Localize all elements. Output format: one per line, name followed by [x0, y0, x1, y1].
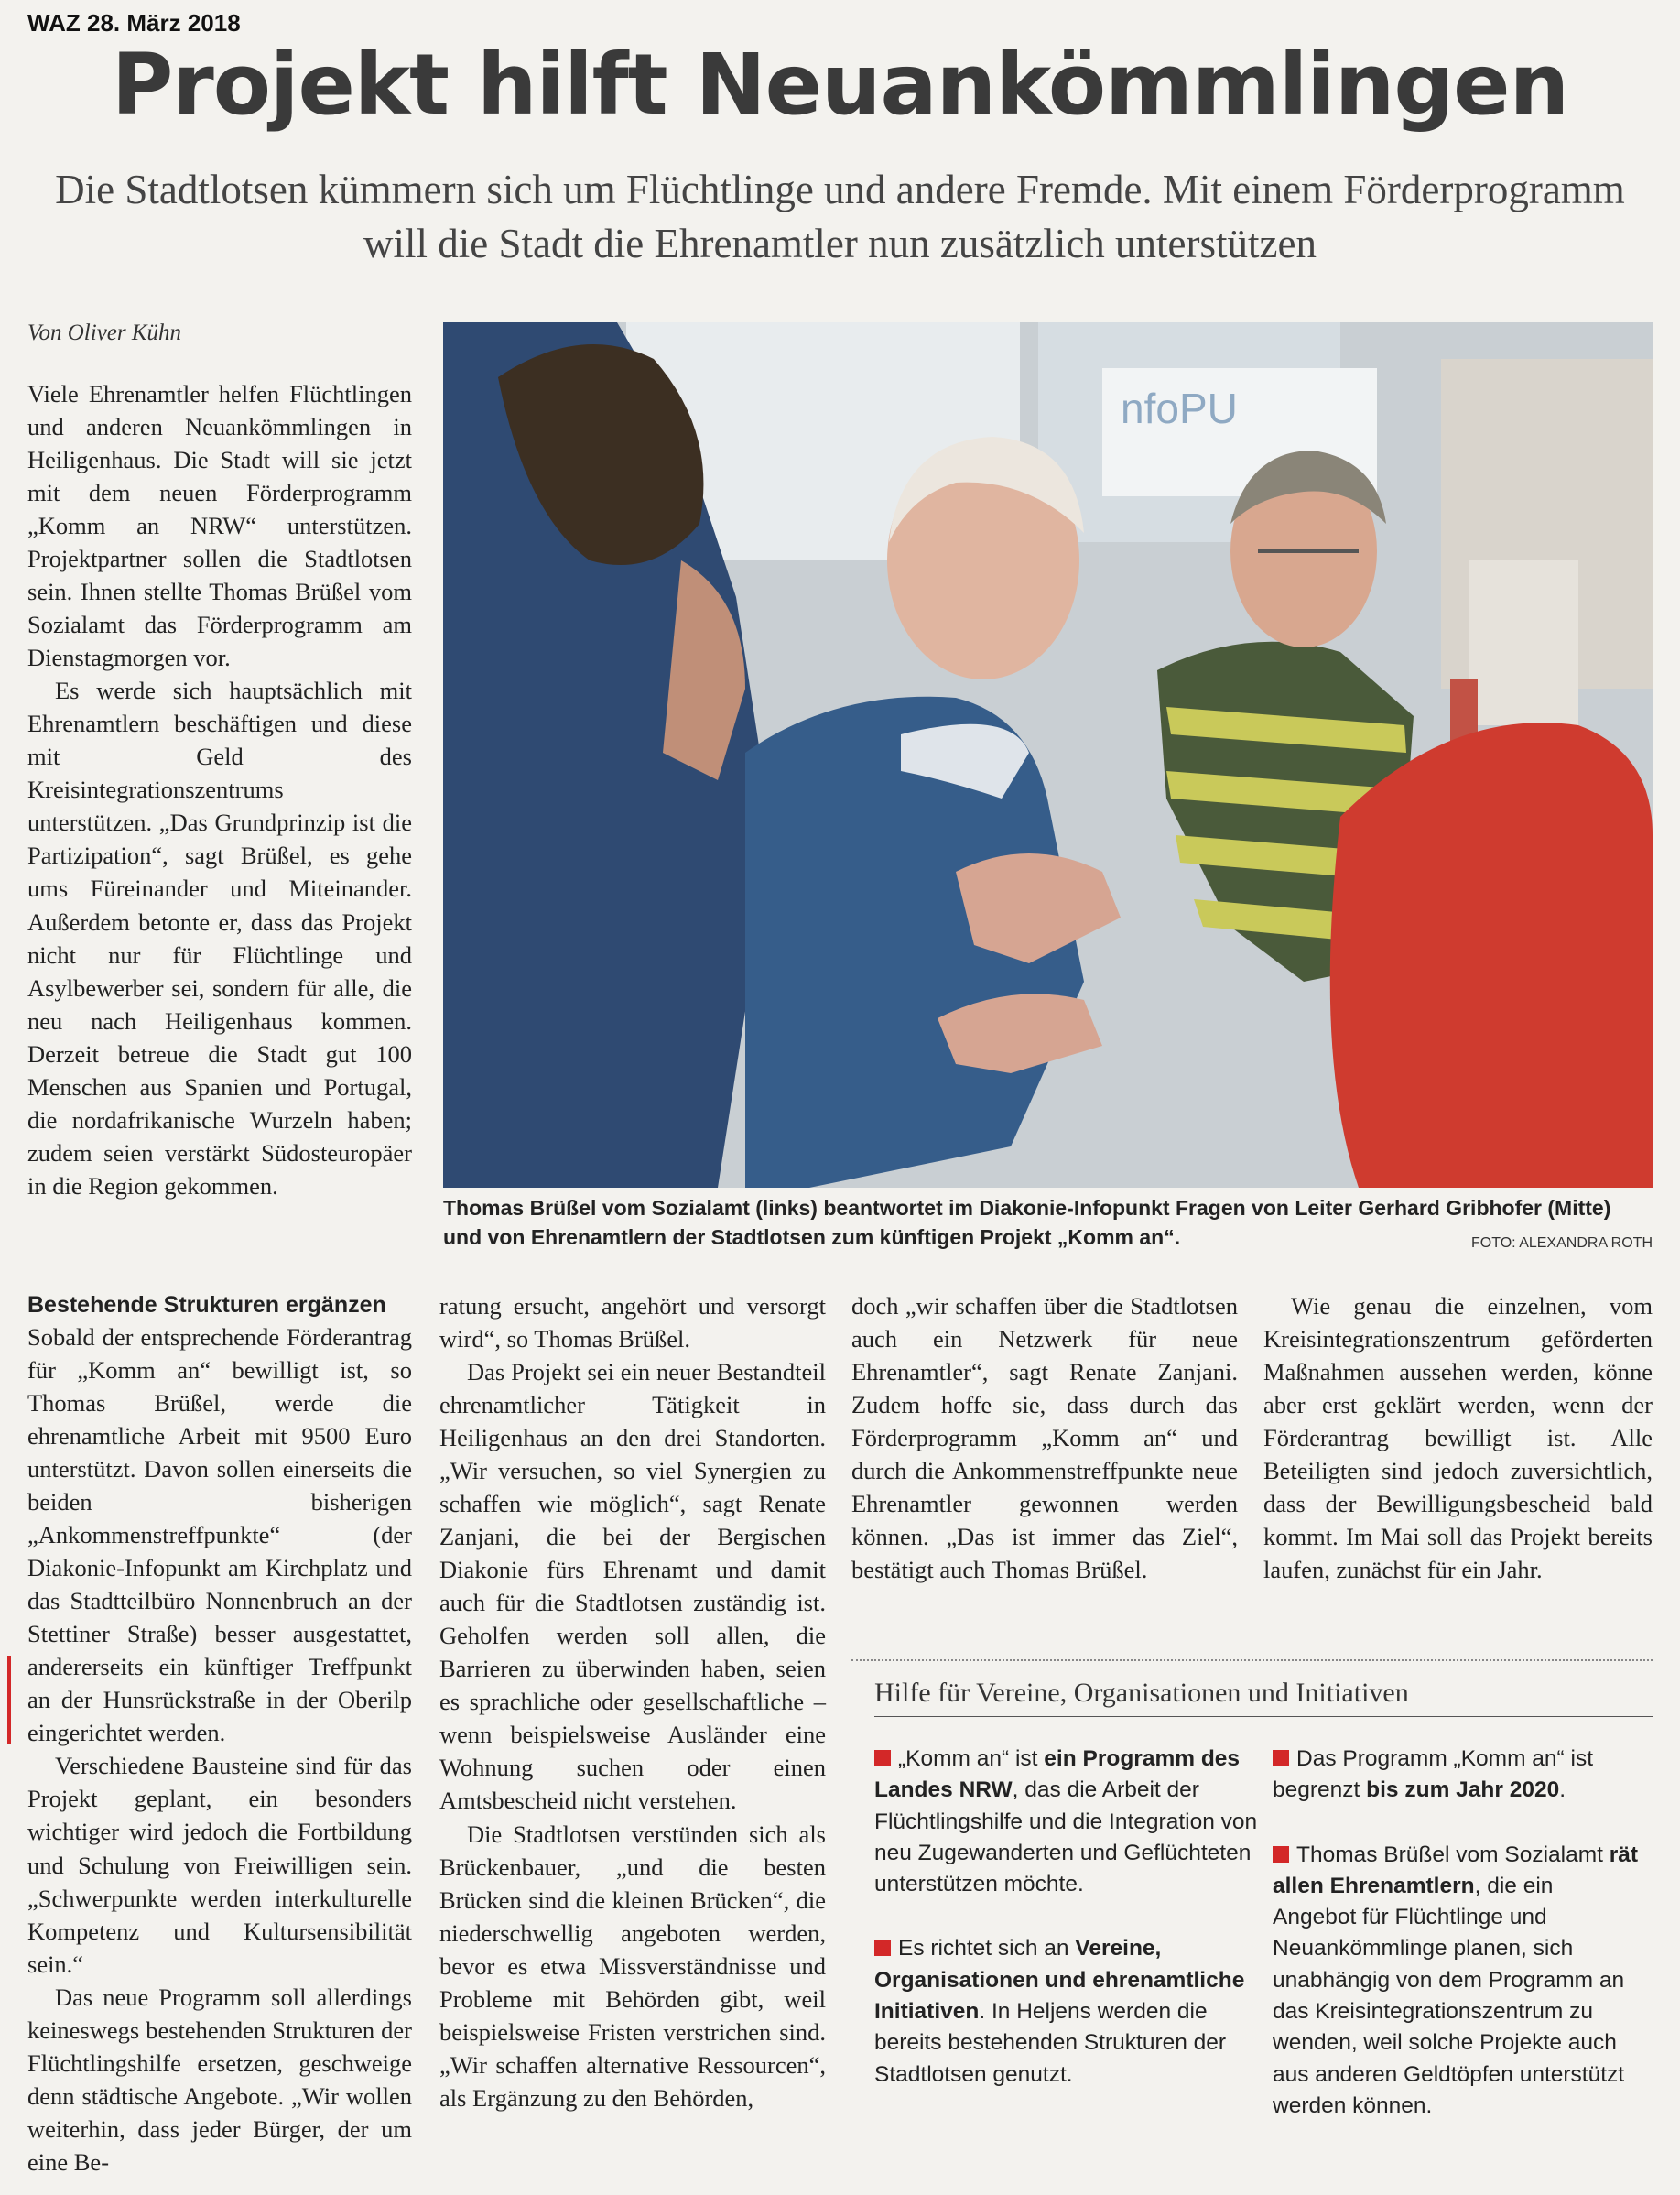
paragraph: Die Stadtlotsen verstünden sich als Brückenbauer, „und die besten Brücken sind die kleinen Brücken“, die niederschwellig angeboten werden, bevor es etwa Missverständnisse und Probleme mit Behörden gibt, weil beispielsweise Fristen verstrichen sind. „Wir schaffen alternative Ressourcen“, als Ergänzung zu den Behörden,: [439, 1820, 826, 2112]
source-line: WAZ 28. März 2018: [27, 9, 241, 37]
info-box-left: [874, 1744, 1259, 2124]
info-item: Das Programm „Komm an“ ist begrenzt bis zum Jahr 2020.: [1273, 1746, 1594, 1803]
photo-caption: Thomas Brüßel vom Sozialamt (links) beantwortet im Diakonie-Infopunkt Fragen von Leiter Gerhard Gribhofer (Mitte) und von Ehrenamtlern der Stadtlotsen zum künftigen Projekt „Komm an“.: [443, 1196, 1611, 1250]
paragraph: Viele Ehrenamtler helfen Flüchtlingen und anderen Neuankömmlingen in Heiligenhaus. Die Stadt will sie jetzt mit dem neuen Förderprogramm „Komm an NRW“ unterstützen. Projektpartner sollen die Stadtlotsen sein. Ihnen stellte Thomas Brüßel vom Sozialamt das Förderprogramm am Dienstagmorgen vor.: [27, 380, 412, 672]
article-column-2: [439, 1289, 826, 2114]
paragraph: Verschiedene Bausteine sind für das Projekt geplant, ein besonders wichtiger wird jedoch die Fortbildung und Schulung von Freiwilligen sein. „Schwerpunkte werden interkulturelle Kompetenz und Kultursensibilität sein.“: [27, 1752, 412, 1978]
bullet-square-icon: [1273, 1846, 1289, 1863]
subhead: Die Stadtlotsen kümmern sich um Flüchtlinge und andere Fremde. Mit einem Förderprogramm will die Stadt die Ehrenamtler nun zusätzlich unterstützen: [55, 167, 1625, 267]
headline: Projekt hilft Neuankömmlingen: [111, 36, 1569, 134]
byline: Von Oliver Kühn: [27, 321, 182, 345]
sign-text: nfoPU: [1121, 385, 1238, 432]
article-column-3: [851, 1289, 1238, 1586]
article-column-1: [27, 377, 412, 1202]
paragraph: doch „wir schaffen über die Stadtlotsen auch ein Netzwerk für neue Ehrenamtler“, sagt Renate Zanjani. Zudem hoffe sie, dass durch das Förderprogramm „Komm an“ und durch die Ankommenstreffpunkte neue Ehrenamtler gewonnen werden können. „Das ist immer das Ziel“, bestätigt auch Thomas Brüßel.: [851, 1292, 1238, 1584]
info-box-right: [1273, 1744, 1639, 2155]
info-box: [851, 1659, 1653, 2174]
paragraph: Sobald der entsprechende Förderantrag für „Komm an“ bewilligt ist, so Thomas Brüßel, werde die ehrenamtliche Arbeit mit 9500 Euro unterstützt. Davon sollen einerseits die beiden bisherigen „Ankommenstreffpunkte“ (der Diakonie-Infopunkt am Kirchplatz und das Stadtteilbüro Nonnenbruch an der Stettiner Straße) besser ausgestattet, andererseits ein künftiger Treffpunkt an der Hunsrückstraße in der Oberilp eingerichtet werden.: [27, 1323, 412, 1747]
paragraph: Das neue Programm soll allerdings keineswegs bestehenden Strukturen der Flüchtlingshilfe ersetzen, geschweige denn städtische Angebote. „Wir wollen weiterhin, dass jeder Bürger, der um eine Be-: [27, 1983, 412, 2176]
bullet-square-icon: [874, 1750, 891, 1766]
paragraph: Es werde sich hauptsächlich mit Ehrenamtlern beschäftigen und diese mit Geld des Kreisintegrationszentrums unterstützen. „Das Grundprinzip ist die Partizipation“, sagt Brüßel, es gehe ums Füreinander und Miteinander. Außerdem betonte er, dass das Projekt nicht nur für Flüchtlinge und Asylbewerber sei, sondern für alle, die neu nach Heiligenhaus kommen. Derzeit betreue die Stadt gut 100 Menschen aus Spanien und Portugal, die nordafrikanische Wurzeln haben; zudem seien verstärkt Südosteuropäer in die Region gekommen.: [27, 677, 412, 1200]
paragraph: Wie genau die einzelnen, vom Kreisintegrationszentrum geförderten Maßnahmen aussehen werden, könne aber erst geklärt werden, wenn der Förderantrag bewilligt ist. Alle Beteiligten sind jedoch zuversichtlich, dass der Bewilligungsbescheid bald kommt. Im Mai soll das Projekt bereits laufen, zunächst für ein Jahr.: [1263, 1292, 1653, 1584]
section-subheading: Bestehende Strukturen ergänzen: [27, 1292, 386, 1318]
info-item: Thomas Brüßel vom Sozialamt rät allen Ehrenamtlern, die ein Angebot für Flüchtlinge und Neuankömmlinge planen, sich unabhängig von dem Programm an das Kreisintegrationszentrum zu wenden, weil solche Projekte auch aus anderen Geldtöpfen unterstützt werden können.: [1273, 1842, 1639, 2118]
paragraph: Das Projekt sei ein neuer Bestandteil ehrenamtlicher Tätigkeit in Heiligenhaus an den drei Standorten. „Wir versuchen, so viel Synergien zu schaffen wie möglich“, sagt Renate Zanjani, die bei der Bergischen Diakonie fürs Ehrenamt und damit auch für die Stadtlotsen zuständig ist. Geholfen werden soll allen, die Barrieren zu überwinden haben, seien es sprachliche oder gesellschaftliche – wenn beispielsweise Ausländer eine Wohnung suchen oder einen Amtsbescheid nicht verstehen.: [439, 1358, 826, 1815]
paragraph: ratung ersucht, angehört und versorgt wird“, so Thomas Brüßel.: [439, 1292, 826, 1353]
info-box-title: Hilfe für Vereine, Organisationen und Initiativen: [874, 1678, 1653, 1717]
article-column-1-lower: [27, 1289, 412, 2179]
photo-credit: FOTO: ALEXANDRA ROTH: [1471, 1235, 1653, 1251]
article-column-4: [1263, 1289, 1653, 1586]
article-photo: [443, 322, 1653, 1188]
info-item: „Komm an“ ist ein Programm des Landes NRW, das die Arbeit der Flüchtlingshilfe und die Integration von neu Zugewanderten und Geflüchteten unterstützen möchte.: [874, 1746, 1258, 1897]
photo-illustration: [443, 322, 1653, 1188]
bullet-square-icon: [874, 1940, 891, 1956]
bullet-square-icon: [1273, 1750, 1289, 1766]
margin-marker: [7, 1656, 11, 1744]
info-item: Es richtet sich an Vereine, Organisationen und ehrenamtliche Initiativen. In Heljens werden die bereits bestehenden Strukturen der Stadtlotsen genutzt.: [874, 1936, 1245, 2087]
